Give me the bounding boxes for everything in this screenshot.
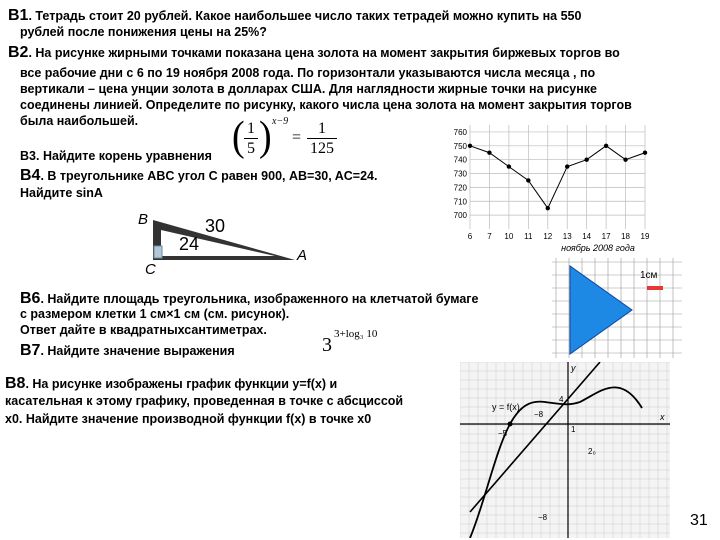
tick-label-1: 4 [559, 395, 564, 404]
b1-line-2: рублей после понижения цены на 25%? [20, 25, 267, 39]
y-tick-label: 760 [453, 127, 467, 137]
chart-point [526, 178, 530, 182]
b6-line-1: Найдите площадь треугольника, изображенного на клетчатой бумаге [47, 292, 479, 306]
b2-line-5: была наибольшей. [20, 114, 139, 128]
page-number: 31 [690, 512, 708, 529]
b8-label: В8 [5, 375, 26, 392]
x-tick-label: 12 [543, 232, 553, 241]
base-numerator: 1 [247, 120, 255, 137]
tick-label-4: −5 [498, 429, 508, 438]
tangent-point [508, 422, 513, 427]
y-tick-label: 730 [453, 169, 467, 179]
left-paren: ( [232, 113, 245, 161]
triangle-figure [135, 208, 315, 276]
gold-price-chart [440, 117, 650, 255]
tick-label-2: 1 [571, 425, 576, 434]
chart-point [546, 206, 550, 210]
exponent: x−9 [272, 116, 289, 127]
b6-triangle [570, 266, 632, 354]
b2-line-4: соединены линией. Определите по рисунку, какого числа цена золота на момент закрытия торгов [20, 98, 632, 112]
right-paren: ) [259, 113, 272, 161]
func-label: y = f(x) [492, 402, 520, 412]
right-angle-mark [154, 246, 162, 258]
b3-text: Найдите корень уравнения [42, 149, 212, 163]
base-denominator: 5 [247, 140, 255, 157]
b8-function-graph [460, 362, 670, 538]
chart-y-ticks [454, 128, 468, 220]
hypotenuse-label: 30 [205, 216, 226, 236]
y-axis-label: y [571, 363, 576, 373]
b2-question: В2. На рисунке жирными точками показана цена золота на момент закрытия биржевых торгов во [8, 44, 620, 61]
b1-line-1: Тетрадь стоит 20 рублей. Какое наибольшее число таких тетрадей можно купить на 550 [35, 9, 582, 23]
b6-unit-label: 1см [640, 270, 658, 281]
b7-expr-exponent: 3+log₃ 10 [334, 328, 378, 340]
b8-question: В8. На рисунке изображены график функции y=f(x) и [5, 375, 338, 392]
b7-expr-base: 3 [322, 334, 332, 356]
rhs-fraction-bar [307, 138, 337, 139]
b8-line-2: касательная к этому графику, проведенная в точке с абсциссой [5, 394, 404, 408]
leg-label: 24 [179, 234, 200, 254]
b1-question: В1. Тетрадь стоит 20 рублей. Какое наибольшее число таких тетрадей можно купить на 550 [8, 7, 582, 24]
b2-label: В2 [8, 44, 29, 61]
x-tick-label: 6 [467, 232, 473, 241]
base-fraction-bar [244, 138, 258, 139]
chart-point [623, 157, 627, 161]
b4-line-1: В треугольнике ABC угол C равен 900, AB=30, AC=24. [47, 169, 378, 183]
chart-x-label: ноябрь 2008 года [561, 243, 635, 253]
tick-label-6: 2₀ [588, 447, 596, 456]
b1-label: В1 [8, 7, 29, 24]
b2-line-1: На рисунке жирными точками показана цена золота на момент закрытия биржевых торгов во [35, 46, 620, 60]
x-tick-label: 19 [640, 232, 650, 241]
y-tick-label: 720 [453, 183, 467, 193]
chart-point [487, 151, 491, 155]
x-tick-label: 18 [621, 232, 631, 241]
b7-label: В7 [20, 342, 41, 359]
x-tick-label: 11 [524, 232, 533, 241]
x-tick-label: 14 [582, 232, 592, 241]
vertex-c: C [145, 261, 156, 276]
x-axis-label: x [660, 412, 665, 422]
b6-unit-mark [647, 286, 663, 290]
chart-point [468, 144, 472, 148]
y-tick-label: 710 [453, 197, 467, 207]
rhs-denominator: 125 [310, 140, 334, 157]
chart-point [507, 164, 511, 168]
b6-line-2: с размером клетки 1 см×1 см (см. рисунок). [20, 307, 290, 321]
equals-sign: = [292, 129, 302, 146]
y-tick-label: 740 [453, 155, 467, 165]
rhs-numerator: 1 [318, 120, 326, 137]
chart-grid [470, 125, 645, 229]
chart-point [565, 164, 569, 168]
b2-line-3: вертикали – цена унции золота в долларах США. Для наглядности жирные точки на рисунке [20, 82, 597, 96]
vertex-a: A [297, 247, 308, 264]
b4-question: В4. В треугольнике ABC угол C равен 900, AB=30, AC=24. [20, 167, 378, 184]
b3-equation [232, 113, 342, 161]
b2-line-2: все рабочие дни с 6 по 19 ноября 2008 года. По горизонтали указываются числа месяца , по [20, 66, 596, 80]
x-tick-label: 13 [562, 232, 572, 241]
b7-question: В7. Найдите значение выражения [20, 342, 235, 359]
x-tick-label: 7 [487, 232, 492, 241]
b4-label: В4 [20, 167, 41, 184]
b6-line-3: Ответ дайте в квадратныхсантиметрах. [20, 323, 267, 337]
chart-price-line [470, 146, 645, 208]
chart-points [468, 144, 647, 211]
b6-question: В6. Найдите площадь треугольника, изображенного на клетчатой бумаге [20, 290, 479, 307]
b6-label: В6 [20, 290, 41, 307]
tick-label-5: −8 [538, 513, 548, 522]
b4-line-2: Найдите sinA [20, 186, 103, 200]
chart-point [604, 144, 608, 148]
chart-point [584, 157, 588, 161]
y-tick-label: 700 [453, 211, 467, 221]
chart-x-ticks [468, 232, 650, 241]
y-tick-label: 750 [453, 141, 467, 151]
vertex-b: B [138, 211, 149, 228]
tick-label-3: −8 [534, 410, 544, 419]
b6-grid-figure [552, 258, 682, 358]
b7-text: Найдите значение выражения [47, 344, 235, 358]
x-tick-label: 17 [601, 232, 611, 241]
b8-line-3: x0. Найдите значение производной функции f(x) в точке x0 [5, 412, 372, 426]
x-tick-label: 10 [504, 232, 514, 241]
b3-question: В3. Найдите корень уравнения [20, 149, 212, 163]
chart-point [643, 151, 647, 155]
b8-line-1: На рисунке изображены график функции y=f(x) и [32, 377, 338, 391]
graph-background [460, 362, 670, 538]
b3-label: В3 [20, 149, 36, 163]
